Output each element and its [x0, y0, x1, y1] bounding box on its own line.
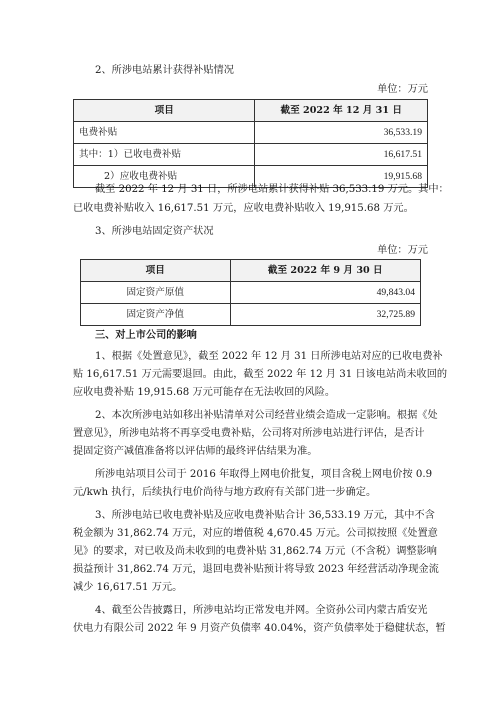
table-header-row [81, 260, 421, 282]
section-3-unit: 单位：万元 [377, 245, 428, 256]
table-cell: 电费补贴 [74, 122, 255, 144]
paragraph-line: 提固定资产减值准备将以评估师的最终评估结果为准。 [73, 446, 318, 457]
table-header-row [74, 100, 428, 122]
paragraph-line: 税金额为 31,862.74 万元，对应的增值税 4,670.45 万元。公司拟按照《处置意 [73, 528, 438, 539]
table-cell: 固定资产净值 [81, 304, 231, 326]
table-cell: 16,617.51 [255, 144, 428, 166]
paragraph-line: 截至 2022 年 12 月 31 日，所涉电站累计获得补贴 36,533.19 万元。其中： [95, 184, 449, 195]
table-row [81, 282, 421, 304]
table-cell: 固定资产原值 [81, 282, 231, 304]
paragraph-line: 已收电费补贴收入 16,617.51 万元，应收电费补贴收入 19,915.68 万元。 [73, 203, 414, 214]
section-3-table [80, 259, 421, 326]
paragraph-line: 置意见》，所涉电站将不再享受电费补贴，公司将对所涉电站进行评估，是否计 [73, 428, 425, 439]
column-header: 截至 2022 年 9 月 30 日 [230, 260, 420, 282]
paragraph-line: 4、截至公告披露日，所涉电站均正常发电并网。全资孙公司内蒙古盾安光 [95, 605, 428, 616]
paragraph-line: 减少 16,617.51 万元。 [73, 582, 183, 593]
section-2-heading: 2、所涉电站累计获得补贴情况 [95, 65, 234, 76]
section-3-heading: 3、所涉电站固定资产状况 [95, 226, 214, 237]
table-cell: 49,843.04 [230, 282, 420, 304]
table-cell: 其中：1）已收电费补贴 [74, 144, 255, 166]
paragraph-line: 3、所涉电站已收电费补贴及应收电费补贴合计 36,533.19 万元，其中不含 [95, 510, 435, 521]
impact-heading: 三、对上市公司的影响 [95, 329, 197, 341]
paragraph-line: 2、本次所涉电站如移出补贴清单对公司经营业绩会造成一定影响。根据《处 [95, 410, 438, 421]
table-row [74, 122, 428, 144]
paragraph-line: 损益预计 31,862.74 万元，退回电费补贴预计将导致 2023 年经营活动净现金流 [73, 564, 439, 575]
paragraph-line: 元/kwh 执行，后续执行电价尚待与地方政府有关部门进一步确定。 [73, 487, 377, 498]
table-cell: 2）应收电费补贴 [74, 166, 255, 188]
column-header: 项目 [81, 260, 231, 282]
column-header: 截至 2022 年 12 月 31 日 [255, 100, 428, 122]
paragraph-line: 贴 16,617.51 万元需要退回。由此，截至 2022 年 12 月 31 日该电站尚未收回的 [73, 369, 448, 380]
paragraph-line: 1、根据《处置意见》，截至 2022 年 12 月 31 日所涉电站对应的已收电费补 [95, 351, 443, 362]
table-cell: 36,533.19 [255, 122, 428, 144]
paragraph-line: 应收电费补贴 19,915.68 万元可能存在无法收回的风险。 [73, 387, 336, 398]
paragraph-line: 所涉电站项目公司于 2016 年取得上网电价批复，项目含税上网电价按 0.9 [95, 469, 433, 480]
section-2-unit: 单位：万元 [377, 84, 428, 95]
column-header: 项目 [74, 100, 255, 122]
table-row [81, 304, 421, 326]
section-2-table [73, 99, 428, 188]
table-cell: 32,725.89 [230, 304, 420, 326]
table-row [74, 144, 428, 166]
paragraph-line: 伏电力有限公司 2022 年 9 月资产负债率 40.04%，资产负债率处于稳健状态，暂 [73, 623, 446, 634]
paragraph-line: 见》的要求，对已收及尚未收到的电费补贴 31,862.74 万元（不含税）调整影响 [73, 546, 437, 557]
table-cell: 19,915.68 [255, 166, 428, 188]
